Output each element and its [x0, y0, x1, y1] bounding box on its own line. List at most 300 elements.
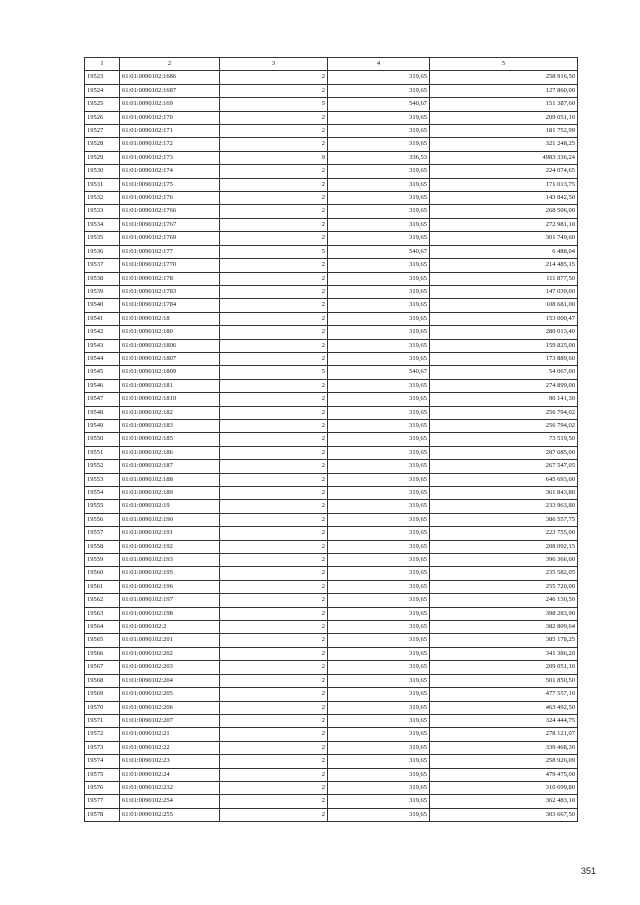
table-cell: 61:01:0090102:196 — [120, 580, 220, 593]
table-cell: 2 — [220, 285, 328, 298]
table-cell: 274 899,00 — [430, 379, 578, 392]
table-cell: 2 — [220, 473, 328, 486]
table-cell: 339 468,30 — [430, 741, 578, 754]
table-row — [85, 98, 578, 111]
table-cell: 61:01:0090102:1687 — [120, 84, 220, 97]
table-cell: 2 — [220, 406, 328, 419]
table-row — [85, 527, 578, 540]
table-cell: 2 — [220, 259, 328, 272]
table-row — [85, 634, 578, 647]
table-row — [85, 205, 578, 218]
table-cell: 321 248,25 — [430, 138, 578, 151]
table-cell: 2 — [220, 607, 328, 620]
table-cell: 19576 — [85, 781, 120, 794]
table-cell: 319,65 — [328, 178, 430, 191]
table-cell: 19525 — [85, 98, 120, 111]
table-cell: 319,65 — [328, 567, 430, 580]
table-cell: 19527 — [85, 125, 120, 138]
table-cell: 319,65 — [328, 580, 430, 593]
table-cell: 19545 — [85, 366, 120, 379]
table-cell: 61:01:0090102:193 — [120, 554, 220, 567]
table-cell: 61:01:0090102:176 — [120, 192, 220, 205]
table-cell: 61:01:0090102:191 — [120, 527, 220, 540]
table-cell: 19532 — [85, 192, 120, 205]
table-cell: 2 — [220, 621, 328, 634]
table-row — [85, 607, 578, 620]
table-cell: 2 — [220, 688, 328, 701]
table-cell: 19550 — [85, 433, 120, 446]
table-cell: 319,65 — [328, 393, 430, 406]
table-cell: 319,65 — [328, 259, 430, 272]
table-cell: 540,67 — [328, 98, 430, 111]
table-cell: 2 — [220, 352, 328, 365]
table-row — [85, 192, 578, 205]
table-cell: 319,65 — [328, 299, 430, 312]
table-row — [85, 299, 578, 312]
table-cell: 61:01:0090102:255 — [120, 808, 220, 821]
table-cell: 303 667,50 — [430, 808, 578, 821]
table-cell: 319,65 — [328, 594, 430, 607]
table-cell: 319,65 — [328, 768, 430, 781]
table-cell: 19562 — [85, 594, 120, 607]
table-row — [85, 567, 578, 580]
table-cell: 319,65 — [328, 607, 430, 620]
table-cell: 280 013,40 — [430, 326, 578, 339]
table-cell: 19528 — [85, 138, 120, 151]
table-row — [85, 84, 578, 97]
table-cell: 2 — [220, 218, 328, 231]
table-cell: 477 557,10 — [430, 688, 578, 701]
table-cell: 319,65 — [328, 419, 430, 432]
table-cell: 319,65 — [328, 728, 430, 741]
table-cell: 19566 — [85, 647, 120, 660]
table-cell: 19556 — [85, 513, 120, 526]
table-cell: 19557 — [85, 527, 120, 540]
table-cell: 319,65 — [328, 84, 430, 97]
table-cell: 19555 — [85, 500, 120, 513]
table-row — [85, 728, 578, 741]
table-cell: 209 051,10 — [430, 661, 578, 674]
table-cell: 61:01:0090102:1807 — [120, 352, 220, 365]
table-cell: 19574 — [85, 755, 120, 768]
table-cell: 336,53 — [328, 151, 430, 164]
table-row — [85, 714, 578, 727]
table-cell: 19572 — [85, 728, 120, 741]
table-cell: 2 — [220, 768, 328, 781]
table-row — [85, 594, 578, 607]
table-cell: 61:01:0090102:185 — [120, 433, 220, 446]
table-cell: 645 693,00 — [430, 473, 578, 486]
table-cell: 341 386,20 — [430, 647, 578, 660]
table-cell: 61:01:0090102:1806 — [120, 339, 220, 352]
table-cell: 19526 — [85, 111, 120, 124]
table-cell: 61:01:0090102:254 — [120, 795, 220, 808]
table-cell: 5 — [220, 98, 328, 111]
table-cell: 19560 — [85, 567, 120, 580]
table-cell: 19549 — [85, 419, 120, 432]
table-cell: 61:01:0090102:181 — [120, 379, 220, 392]
table-cell: 173 889,60 — [430, 352, 578, 365]
table-cell: 385 178,25 — [430, 634, 578, 647]
table-cell: 61:01:0090102:169 — [120, 98, 220, 111]
table-row — [85, 232, 578, 245]
table-cell: 61:01:0090102:207 — [120, 714, 220, 727]
table-cell: 319,65 — [328, 795, 430, 808]
table-cell: 19552 — [85, 460, 120, 473]
table-cell: 319,65 — [328, 460, 430, 473]
table-cell: 319,65 — [328, 205, 430, 218]
table-cell: 19533 — [85, 205, 120, 218]
table-cell: 2 — [220, 661, 328, 674]
table-cell: 2 — [220, 808, 328, 821]
table-cell: 319,65 — [328, 326, 430, 339]
table-row — [85, 580, 578, 593]
table-cell: 61:01:0090102:197 — [120, 594, 220, 607]
table-cell: 361 843,80 — [430, 487, 578, 500]
table-cell: 223 755,00 — [430, 527, 578, 540]
table-cell: 256 794,02 — [430, 419, 578, 432]
table-cell: 19559 — [85, 554, 120, 567]
table-cell: 19531 — [85, 178, 120, 191]
table-cell: 19567 — [85, 661, 120, 674]
table-cell: 2 — [220, 111, 328, 124]
table-cell: 258 926,09 — [430, 755, 578, 768]
table-cell: 319,65 — [328, 285, 430, 298]
table-cell: 278 121,07 — [430, 728, 578, 741]
table-cell: 90 141,30 — [430, 393, 578, 406]
table-cell: 19558 — [85, 540, 120, 553]
table-cell: 319,65 — [328, 192, 430, 205]
table-cell: 2 — [220, 165, 328, 178]
table-cell: 319,65 — [328, 352, 430, 365]
table-row — [85, 433, 578, 446]
table-cell: 382 809,64 — [430, 621, 578, 634]
table-cell: 2 — [220, 647, 328, 660]
table-cell: 159 825,00 — [430, 339, 578, 352]
table-cell: 287 685,00 — [430, 446, 578, 459]
table-cell: 61:01:0090102:1766 — [120, 205, 220, 218]
table-cell: 319,65 — [328, 741, 430, 754]
table-cell: 61:01:0090102:1769 — [120, 232, 220, 245]
table-cell: 258 916,50 — [430, 71, 578, 84]
table-cell: 319,65 — [328, 674, 430, 687]
table-cell: 319,65 — [328, 339, 430, 352]
table-row — [85, 379, 578, 392]
table-cell: 61:01:0090102:1809 — [120, 366, 220, 379]
table-cell: 2 — [220, 419, 328, 432]
table-cell: 2 — [220, 84, 328, 97]
table-cell: 61:01:0090102:171 — [120, 125, 220, 138]
table-row — [85, 540, 578, 553]
table-cell: 2 — [220, 138, 328, 151]
table-cell: 61:01:0090102:198 — [120, 607, 220, 620]
table-cell: 319,65 — [328, 701, 430, 714]
table-cell: 233 963,80 — [430, 500, 578, 513]
table-row — [85, 446, 578, 459]
table-cell: 463 492,50 — [430, 701, 578, 714]
table-cell: 61:01:0090102:202 — [120, 647, 220, 660]
table-cell: 319,65 — [328, 433, 430, 446]
table-cell: 61:01:0090102:22 — [120, 741, 220, 754]
table-cell: 209 051,10 — [430, 111, 578, 124]
table-cell: 19573 — [85, 741, 120, 754]
table-cell: 2 — [220, 580, 328, 593]
table-row — [85, 621, 578, 634]
table-cell: 61:01:0090102:1767 — [120, 218, 220, 231]
table-cell: 2 — [220, 178, 328, 191]
table-cell: 4983 336,24 — [430, 151, 578, 164]
table-cell: 171 013,75 — [430, 178, 578, 191]
table-cell: 19547 — [85, 393, 120, 406]
table-row — [85, 554, 578, 567]
table-row — [85, 259, 578, 272]
table-cell: 319,65 — [328, 138, 430, 151]
table-row — [85, 352, 578, 365]
table-row — [85, 808, 578, 821]
table-cell: 2 — [220, 513, 328, 526]
table-cell: 61:01:0090102:189 — [120, 487, 220, 500]
table-cell: 181 752,99 — [430, 125, 578, 138]
table-cell: 2 — [220, 540, 328, 553]
table-cell: 61:01:0090102:195 — [120, 567, 220, 580]
column-header: 4 — [328, 58, 430, 71]
table-cell: 224 074,65 — [430, 165, 578, 178]
table-cell: 319,65 — [328, 125, 430, 138]
table-cell: 19535 — [85, 232, 120, 245]
table-cell: 2 — [220, 781, 328, 794]
table-row — [85, 138, 578, 151]
table-cell: 214 485,15 — [430, 259, 578, 272]
table-row — [85, 285, 578, 298]
table-cell: 310 699,80 — [430, 781, 578, 794]
table-cell: 61:01:0090102:178 — [120, 272, 220, 285]
table-row — [85, 178, 578, 191]
table-cell: 319,65 — [328, 647, 430, 660]
table-row — [85, 312, 578, 325]
table-cell: 61:01:0090102:188 — [120, 473, 220, 486]
table-cell: 319,65 — [328, 232, 430, 245]
table-cell: 398 283,90 — [430, 607, 578, 620]
table-cell: 2 — [220, 433, 328, 446]
table-cell: 19551 — [85, 446, 120, 459]
table-cell: 19570 — [85, 701, 120, 714]
table-row — [85, 111, 578, 124]
table-row — [85, 125, 578, 138]
table-row — [85, 755, 578, 768]
table-cell: 61:01:0090102:173 — [120, 151, 220, 164]
table-cell: 111 877,50 — [430, 272, 578, 285]
table-cell: 151 387,60 — [430, 98, 578, 111]
table-cell: 19538 — [85, 272, 120, 285]
table-cell: 319,65 — [328, 688, 430, 701]
table-row — [85, 165, 578, 178]
table-cell: 235 582,05 — [430, 567, 578, 580]
table-row — [85, 473, 578, 486]
table-cell: 19569 — [85, 688, 120, 701]
table-cell: 61:01:0090102:186 — [120, 446, 220, 459]
table-cell: 301 749,60 — [430, 232, 578, 245]
table-cell: 61:01:0090102:24 — [120, 768, 220, 781]
table-cell: 19571 — [85, 714, 120, 727]
table-cell: 2 — [220, 192, 328, 205]
table-cell: 108 681,00 — [430, 299, 578, 312]
table-cell: 268 506,00 — [430, 205, 578, 218]
table-cell: 362 483,10 — [430, 795, 578, 808]
table-cell: 319,65 — [328, 473, 430, 486]
table-cell: 267 547,05 — [430, 460, 578, 473]
table-cell: 19564 — [85, 621, 120, 634]
table-cell: 61:01:0090102:21 — [120, 728, 220, 741]
table-row — [85, 768, 578, 781]
table-cell: 319,65 — [328, 500, 430, 513]
table-cell: 319,65 — [328, 165, 430, 178]
table-cell: 319,65 — [328, 272, 430, 285]
table-row — [85, 218, 578, 231]
table-cell: 19575 — [85, 768, 120, 781]
table-row — [85, 366, 578, 379]
table-cell: 61:01:0090102:180 — [120, 326, 220, 339]
table-cell: 2 — [220, 232, 328, 245]
table-cell: 2 — [220, 527, 328, 540]
table-row — [85, 674, 578, 687]
table-cell: 2 — [220, 487, 328, 500]
table-cell: 61:01:0090102:232 — [120, 781, 220, 794]
table-cell: 319,65 — [328, 755, 430, 768]
table-cell: 54 067,00 — [430, 366, 578, 379]
table-cell: 143 842,50 — [430, 192, 578, 205]
table-cell: 319,65 — [328, 661, 430, 674]
table-cell: 2 — [220, 326, 328, 339]
table-cell: 19529 — [85, 151, 120, 164]
table-cell: 61:01:0090102:177 — [120, 245, 220, 258]
header-row — [85, 58, 578, 71]
table-cell: 19548 — [85, 406, 120, 419]
table-cell: 61:01:0090102:204 — [120, 674, 220, 687]
table-cell: 256 794,02 — [430, 406, 578, 419]
table-cell: 61:01:0090102:175 — [120, 178, 220, 191]
table-cell: 2 — [220, 795, 328, 808]
table-row — [85, 393, 578, 406]
table-row — [85, 326, 578, 339]
column-header: 3 — [220, 58, 328, 71]
column-header: 1 — [85, 58, 120, 71]
table-cell: 2 — [220, 125, 328, 138]
data-table — [84, 57, 578, 822]
table-cell: 319,65 — [328, 312, 430, 325]
table-cell: 208 092,15 — [430, 540, 578, 553]
page-number: 351 — [580, 866, 596, 876]
table-cell: 540,67 — [328, 366, 430, 379]
table-cell: 19523 — [85, 71, 120, 84]
table-cell: 73 519,50 — [430, 433, 578, 446]
table-cell: 324 444,75 — [430, 714, 578, 727]
table-cell: 19554 — [85, 487, 120, 500]
table-cell: 246 130,50 — [430, 594, 578, 607]
table-cell: 319,65 — [328, 634, 430, 647]
table-cell: 61:01:0090102:1770 — [120, 259, 220, 272]
table-cell: 19536 — [85, 245, 120, 258]
table-cell: 501 850,50 — [430, 674, 578, 687]
table-row — [85, 460, 578, 473]
table-cell: 2 — [220, 299, 328, 312]
table-row — [85, 339, 578, 352]
table-cell: 2 — [220, 714, 328, 727]
table-cell: 19543 — [85, 339, 120, 352]
table-row — [85, 795, 578, 808]
table-cell: 319,65 — [328, 487, 430, 500]
table-row — [85, 71, 578, 84]
table-cell: 5 — [220, 366, 328, 379]
column-header: 2 — [120, 58, 220, 71]
table-cell: 319,65 — [328, 781, 430, 794]
table-cell: 19530 — [85, 165, 120, 178]
table-cell: 319,65 — [328, 714, 430, 727]
table-cell: 319,65 — [328, 379, 430, 392]
table-cell: 2 — [220, 500, 328, 513]
table-cell: 2 — [220, 272, 328, 285]
table-cell: 319,65 — [328, 554, 430, 567]
table-cell: 19544 — [85, 352, 120, 365]
table-cell: 2 — [220, 567, 328, 580]
table-cell: 19524 — [85, 84, 120, 97]
table-cell: 19541 — [85, 312, 120, 325]
table-cell: 2 — [220, 701, 328, 714]
table-cell: 2 — [220, 741, 328, 754]
table-cell: 255 720,00 — [430, 580, 578, 593]
table-cell: 19540 — [85, 299, 120, 312]
table-cell: 19553 — [85, 473, 120, 486]
table-cell: 61:01:0090102:1783 — [120, 285, 220, 298]
table-row — [85, 272, 578, 285]
table-cell: 61:01:0090102:170 — [120, 111, 220, 124]
table-cell: 19578 — [85, 808, 120, 821]
table-cell: 61:01:0090102:192 — [120, 540, 220, 553]
table-row — [85, 487, 578, 500]
table-cell: 127 860,00 — [430, 84, 578, 97]
table-cell: 319,65 — [328, 71, 430, 84]
table-cell: 2 — [220, 634, 328, 647]
table-cell: 5 — [220, 245, 328, 258]
table-cell: 19561 — [85, 580, 120, 593]
table-cell: 6 488,04 — [430, 245, 578, 258]
table-row — [85, 661, 578, 674]
table-cell: 386 557,75 — [430, 513, 578, 526]
table-row — [85, 701, 578, 714]
table-cell: 9 — [220, 151, 328, 164]
table-row — [85, 245, 578, 258]
table-cell: 61:01:0090102:172 — [120, 138, 220, 151]
table-row — [85, 647, 578, 660]
table-body — [85, 71, 578, 822]
table-cell: 19568 — [85, 674, 120, 687]
table-cell: 2 — [220, 728, 328, 741]
table-cell: 319,65 — [328, 111, 430, 124]
table-cell: 2 — [220, 312, 328, 325]
table-cell: 61:01:0090102:190 — [120, 513, 220, 526]
table-row — [85, 151, 578, 164]
table-cell: 61:01:0090102:205 — [120, 688, 220, 701]
table-cell: 61:01:0090102:1810 — [120, 393, 220, 406]
table-cell: 479 475,00 — [430, 768, 578, 781]
table-cell: 2 — [220, 393, 328, 406]
table-cell: 2 — [220, 594, 328, 607]
table-cell: 61:01:0090102:1784 — [120, 299, 220, 312]
table-cell: 319,65 — [328, 446, 430, 459]
table-cell: 396 366,00 — [430, 554, 578, 567]
table-cell: 147 039,00 — [430, 285, 578, 298]
table-cell: 2 — [220, 71, 328, 84]
table-cell: 2 — [220, 379, 328, 392]
